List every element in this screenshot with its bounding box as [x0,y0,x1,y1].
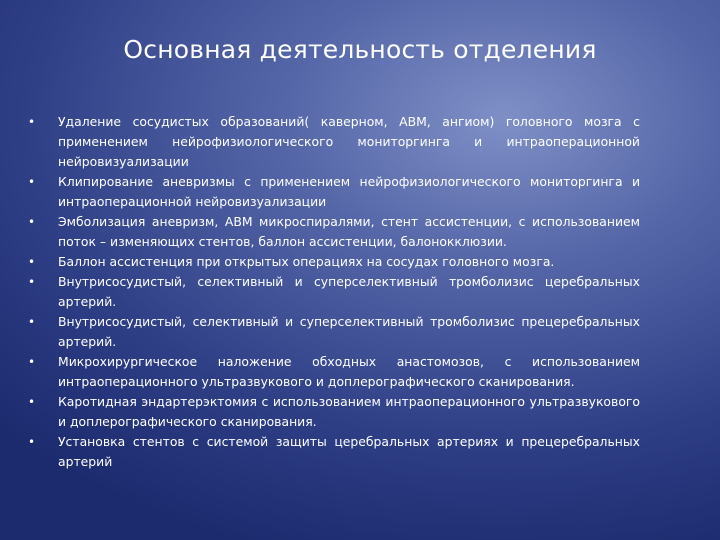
list-item-text: Микрохирургическое наложение обходных анастомозов, с использованием интраоперационного ультразвукового и доплерографического сканирования. [58,354,640,389]
list-item-text: Внутрисосудистый, селективный и суперселективный тромболизис прецеребральных артерий. [58,314,640,349]
bullet-icon: • [28,355,36,369]
list-item-text: Каротидная эндартерэктомия с использованием интраоперационного ультразвукового и доплерографического сканирования. [58,394,640,429]
list-item [28,172,640,212]
list-item-text: Удаление сосудистых образований( каверном, АВМ, ангиом) головного мозга с применением нейрофизиологического мониторгинга и интраоперационной нейровизуализации [58,114,640,169]
list-item [28,272,640,312]
list-item-text: Установка стентов с системой защиты церебральных артериях и прецеребральных артерий [58,434,640,469]
list-item [28,312,640,352]
bullet-icon: • [28,395,36,409]
list-item-text: Внутрисосудистый, селективный и суперселективный тромболизис церебральных артерий. [58,274,640,309]
bullet-icon: • [28,435,36,449]
list-item [28,392,640,432]
bullet-icon: • [28,275,36,289]
list-item [28,212,640,252]
bullet-list [28,112,640,472]
list-item-text: Клипирование аневризмы с применением нейрофизиологического мониторгинга и интраоперационной нейровизуализации [58,174,640,209]
bullet-icon: • [28,315,36,329]
bullet-icon: • [28,175,36,189]
slide-title: Основная деятельность отделения [123,35,597,64]
list-item-text: Эмболизация аневризм, АВМ микроспиралями, стент ассистенции, с использованием поток – изменяющих стентов, баллон ассистенции, балонокклюзии. [58,214,640,249]
list-item [28,112,640,172]
bullet-icon: • [28,255,36,269]
list-item-text: Баллон ассистенция при открытых операциях на сосудах головного мозга. [58,254,555,269]
list-item [28,352,640,392]
list-item [28,252,640,272]
bullet-icon: • [28,115,36,129]
list-item [28,432,640,472]
bullet-icon: • [28,215,36,229]
